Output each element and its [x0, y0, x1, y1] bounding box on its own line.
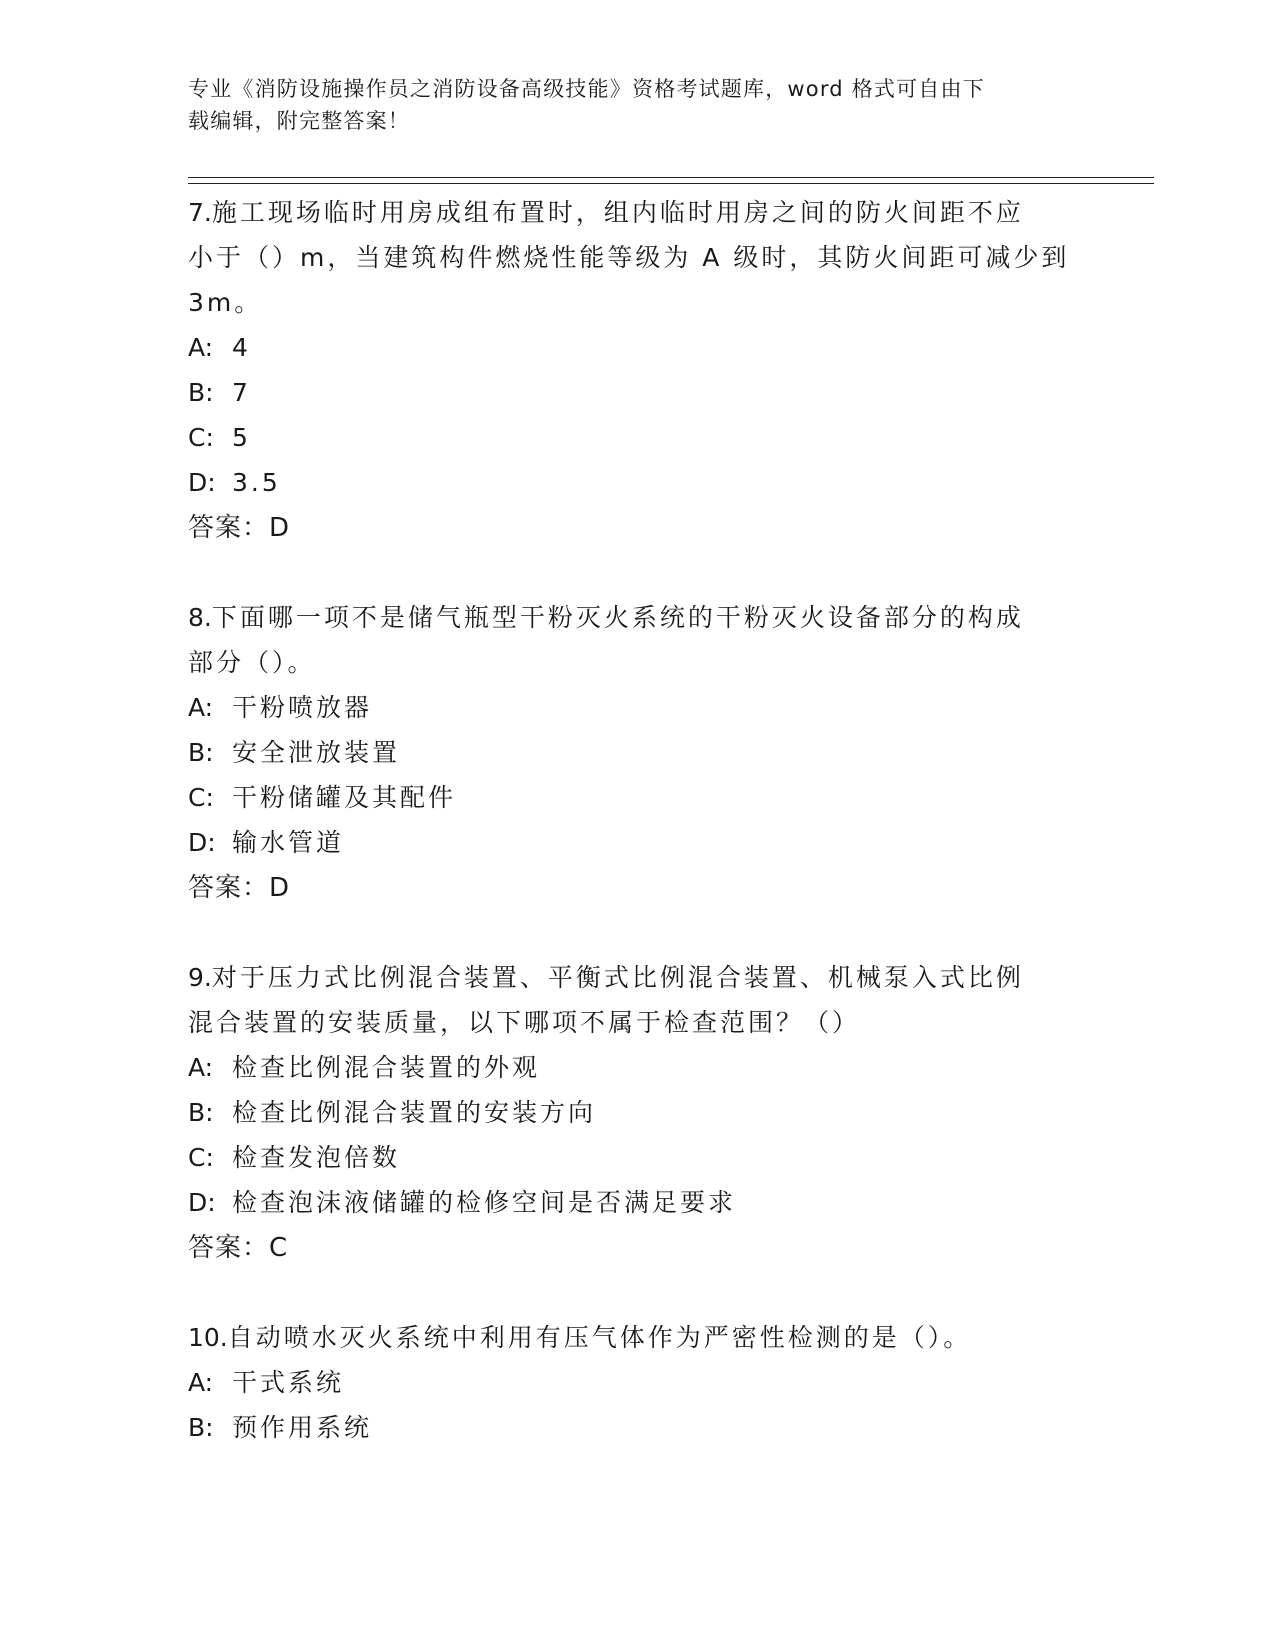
- option-list: [188, 325, 1088, 505]
- option-list: [188, 685, 1088, 865]
- question-line: 自动喷水灭火系统中利用有压气体作为严密性检测的是（）。: [227, 1323, 972, 1352]
- question-number: 10.: [188, 1323, 228, 1352]
- option-c: [188, 775, 1088, 820]
- option-text: 输水管道: [232, 828, 345, 857]
- option-list: [188, 1360, 1088, 1450]
- option-text: 检查比例混合装置的外观: [232, 1053, 541, 1082]
- option-list: [188, 1045, 1088, 1225]
- option-b: [188, 370, 1088, 415]
- question-line: 部分（）。: [188, 648, 316, 677]
- question-number: 7.: [188, 198, 212, 227]
- question-text: [188, 190, 1088, 235]
- option-text: 干粉喷放器: [232, 693, 373, 722]
- option-key: A:: [188, 1053, 214, 1082]
- option-a: [188, 1045, 1088, 1090]
- option-text: 检查泡沫液储罐的检修空间是否满足要求: [232, 1188, 737, 1217]
- document-header: [188, 73, 1068, 137]
- question-number: 8.: [188, 603, 212, 632]
- question-line: 对于压力式比例混合装置、平衡式比例混合装置、机械泵入式比例: [211, 963, 1024, 992]
- option-d: [188, 460, 1088, 505]
- question-number: 9.: [188, 963, 212, 992]
- question-10: [188, 1315, 1088, 1450]
- question-line: 小于（）m，当建筑构件燃烧性能等级为 A 级时，其防火间距可减少到: [188, 243, 1070, 272]
- option-key: A:: [188, 333, 214, 362]
- option-text: 5: [232, 423, 251, 452]
- option-text: 干式系统: [232, 1368, 345, 1397]
- option-c: [188, 1135, 1088, 1180]
- option-text: 检查比例混合装置的安装方向: [232, 1098, 597, 1127]
- answer-line: 答案：D: [188, 873, 291, 903]
- option-text: 检查发泡倍数: [232, 1143, 401, 1172]
- question-line: 施工现场临时用房成组布置时，组内临时用房之间的防火间距不应: [211, 198, 1024, 227]
- option-b: [188, 730, 1088, 775]
- option-a: [188, 325, 1088, 370]
- option-key: D:: [188, 1188, 216, 1217]
- header-divider-top: [188, 177, 1154, 178]
- option-key: B:: [188, 738, 214, 767]
- question-9: [188, 955, 1088, 1271]
- option-text: 3.5: [232, 468, 281, 497]
- question-7: [188, 190, 1088, 551]
- question-list: [188, 190, 1088, 1494]
- question-line: 下面哪一项不是储气瓶型干粉灭火系统的干粉灭火设备部分的构成: [211, 603, 1024, 632]
- option-c: [188, 415, 1088, 460]
- option-key: A:: [188, 693, 214, 722]
- option-d: [188, 1180, 1088, 1225]
- option-key: B:: [188, 1413, 214, 1442]
- option-a: [188, 1360, 1088, 1405]
- option-b: [188, 1090, 1088, 1135]
- answer-line: 答案：D: [188, 513, 291, 543]
- option-key: C:: [188, 423, 214, 452]
- question-8: [188, 595, 1088, 911]
- option-text: 4: [232, 333, 251, 362]
- question-text: [188, 595, 1088, 640]
- option-b: [188, 1405, 1088, 1450]
- option-a: [188, 685, 1088, 730]
- question-line: 混合装置的安装质量，以下哪项不属于检查范围？（）: [188, 1008, 861, 1037]
- option-text: 干粉储罐及其配件: [232, 783, 457, 812]
- option-text: 7: [232, 378, 251, 407]
- question-text: [188, 955, 1088, 1000]
- header-line-2: 载编辑，附完整答案！: [188, 109, 410, 133]
- option-key: C:: [188, 783, 214, 812]
- option-key: B:: [188, 378, 214, 407]
- option-text: 预作用系统: [232, 1413, 373, 1442]
- header-line-1: 专业《消防设施操作员之消防设备高级技能》资格考试题库，word 格式可自由下: [188, 77, 985, 101]
- question-text: [188, 1315, 1088, 1360]
- option-d: [188, 820, 1088, 865]
- option-text: 安全泄放装置: [232, 738, 401, 767]
- question-line: 3m。: [188, 288, 263, 317]
- answer-line: 答案：C: [188, 1233, 289, 1263]
- option-key: D:: [188, 828, 216, 857]
- option-key: A:: [188, 1368, 214, 1397]
- header-divider-bottom: [188, 183, 1154, 184]
- option-key: C:: [188, 1143, 214, 1172]
- option-key: B:: [188, 1098, 214, 1127]
- option-key: D:: [188, 468, 216, 497]
